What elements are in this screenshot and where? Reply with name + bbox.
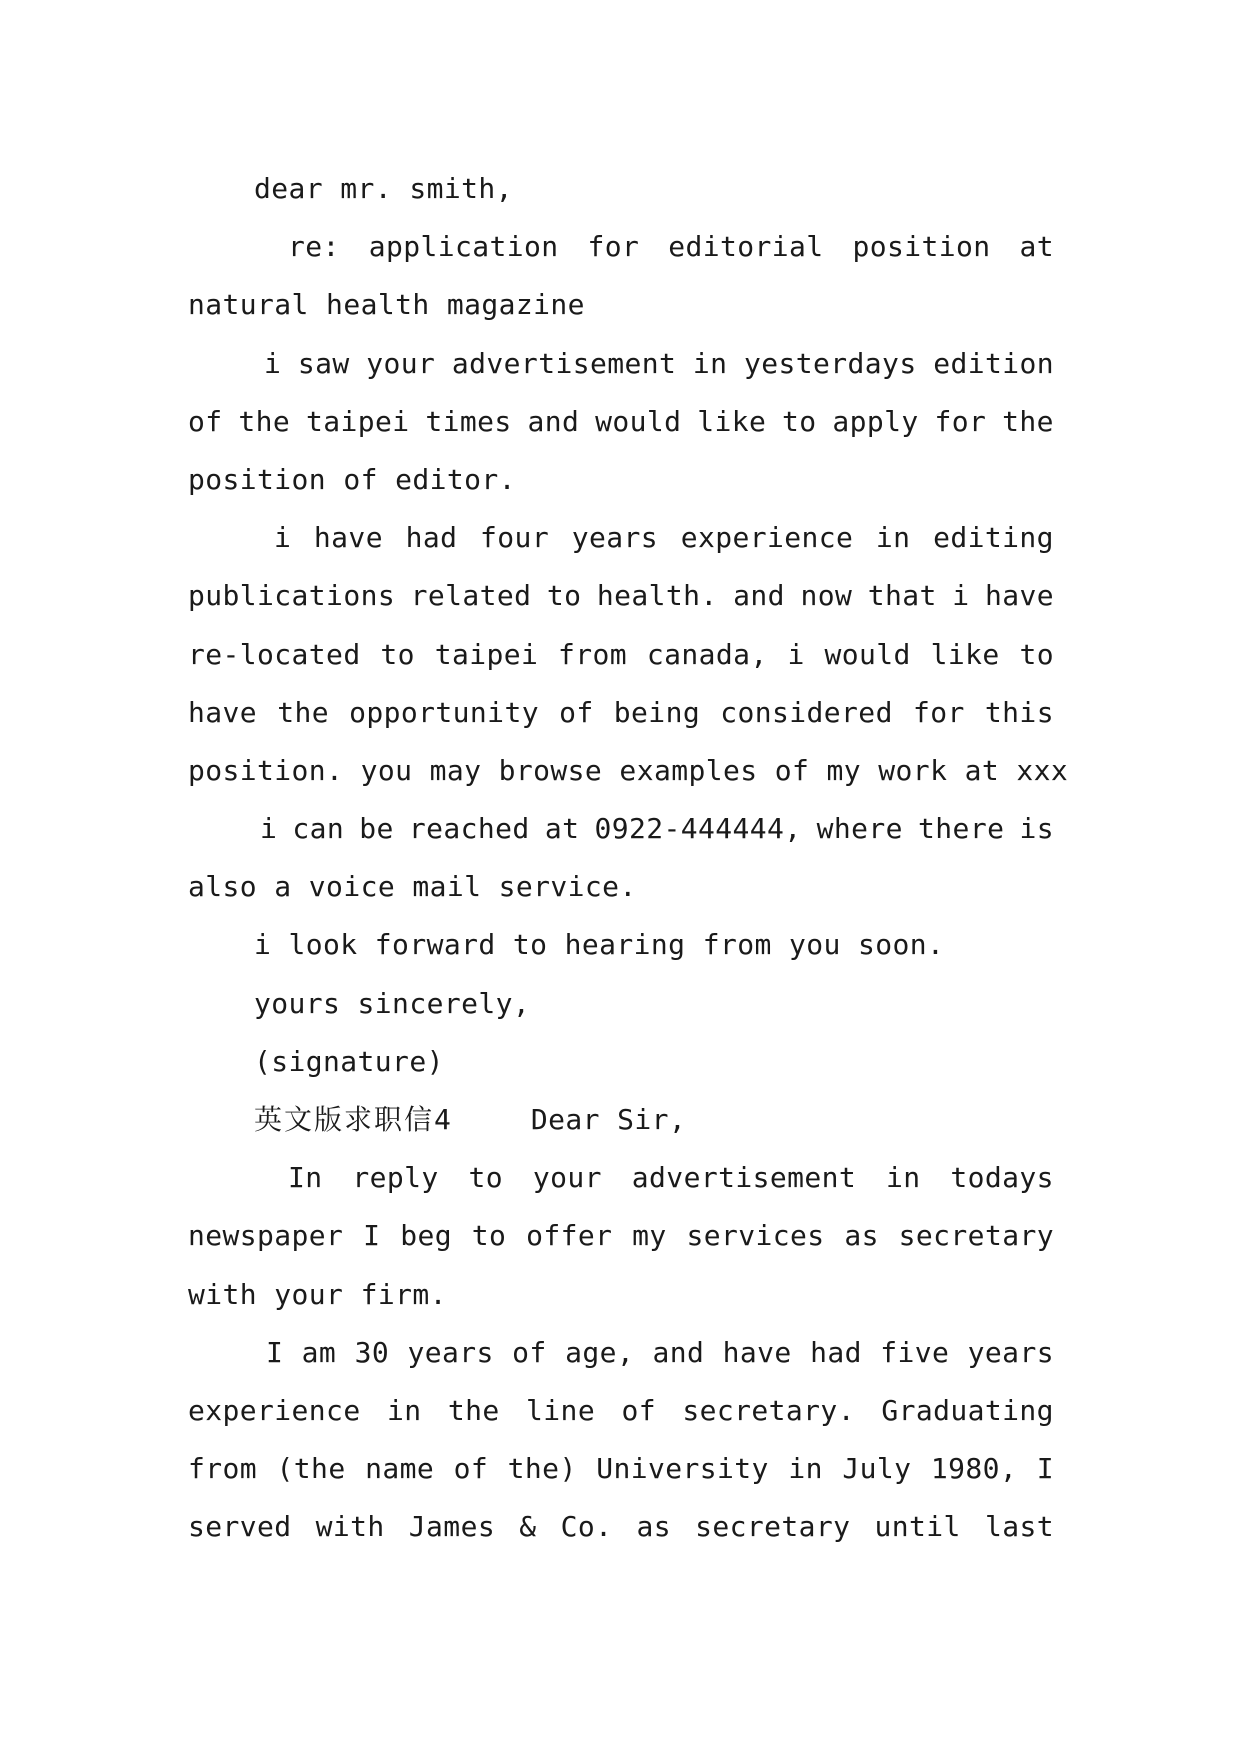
word: the): [507, 1452, 577, 1486]
re-line-continued: natural health magazine: [188, 288, 585, 322]
closing-line: i look forward to hearing from you soon.: [254, 928, 945, 962]
word: the: [1002, 404, 1054, 438]
word: of: [453, 1452, 489, 1486]
paragraph-line: with your firm.: [188, 1277, 447, 1311]
word: be: [359, 812, 394, 846]
section-heading: 英文版求职信4: [254, 1103, 453, 1136]
word: of: [512, 1335, 547, 1369]
word: services: [686, 1219, 825, 1253]
paragraph-line: [188, 1324, 1054, 1382]
word: in: [886, 1161, 921, 1195]
word: have: [313, 521, 383, 555]
word: apply: [832, 404, 919, 438]
word: that: [867, 579, 937, 613]
word: 30: [354, 1335, 390, 1369]
word: your: [532, 1161, 602, 1195]
paragraph-line: also a voice mail service.: [188, 870, 637, 904]
word: at: [1019, 230, 1054, 264]
word: at: [544, 812, 580, 846]
word: i: [264, 346, 282, 380]
word: and: [733, 579, 785, 613]
word: for: [587, 230, 640, 264]
word: opportunity: [349, 695, 539, 729]
word: the: [238, 404, 291, 438]
word: age,: [565, 1335, 635, 1369]
word: &: [519, 1510, 537, 1544]
word: years: [407, 1335, 494, 1369]
word: for: [912, 695, 965, 729]
word: advertisement: [631, 1161, 857, 1195]
word: re:: [288, 230, 340, 264]
paragraph-line: [188, 567, 1054, 625]
word: of: [621, 1393, 656, 1427]
word: editing: [933, 521, 1054, 555]
word: secretary: [695, 1510, 851, 1544]
word: for: [934, 404, 987, 438]
word: July: [842, 1452, 912, 1486]
word: in: [788, 1452, 823, 1486]
word: offer: [526, 1219, 613, 1253]
word: publications: [188, 579, 396, 613]
word: line: [526, 1393, 596, 1427]
word: from: [558, 637, 628, 671]
word: re-located: [188, 637, 361, 671]
word: there: [918, 812, 1005, 846]
word: i: [952, 579, 970, 613]
word: four: [480, 521, 550, 555]
paragraph-line: [188, 684, 1054, 742]
word: I: [1036, 1452, 1054, 1486]
word: canada,: [646, 637, 768, 671]
word: like: [930, 637, 1000, 671]
word: to: [380, 637, 415, 671]
signature: (signature): [254, 1044, 444, 1078]
word: of: [188, 404, 223, 438]
word: served: [188, 1510, 292, 1544]
word: last: [984, 1510, 1054, 1544]
word: the: [447, 1393, 500, 1427]
salutation: dear mr. smith,: [254, 172, 513, 205]
word: and: [527, 404, 580, 438]
paragraph-line: [188, 335, 1054, 393]
word: experience: [188, 1393, 361, 1427]
word: as: [844, 1219, 879, 1253]
word: saw: [297, 346, 350, 380]
word: now: [800, 579, 853, 613]
paragraph-line: position. you may browse examples of my work at xxx: [188, 753, 1069, 787]
word: position: [852, 230, 991, 264]
paragraph-line: [188, 1498, 1054, 1556]
word: I: [266, 1335, 284, 1369]
word: i: [787, 637, 805, 671]
word: your: [366, 346, 436, 380]
paragraph-line: [188, 1207, 1054, 1265]
word: name: [365, 1452, 435, 1486]
word: 1980,: [930, 1452, 1018, 1486]
word: five: [880, 1335, 950, 1369]
word: years: [571, 521, 659, 555]
word: of: [559, 695, 594, 729]
word: Co.: [560, 1510, 613, 1544]
word: i: [274, 521, 292, 555]
word: being: [613, 695, 701, 729]
word: my: [632, 1219, 667, 1253]
paragraph-line: [188, 1382, 1054, 1440]
word: taipei: [305, 404, 410, 438]
word: James: [408, 1510, 496, 1544]
word: 0922-444444,: [594, 812, 802, 846]
word: to: [546, 579, 582, 613]
word: to: [468, 1161, 504, 1195]
word: have: [984, 579, 1054, 613]
paragraph-line: [188, 509, 1054, 567]
word: from: [188, 1452, 258, 1486]
word: experience: [680, 521, 854, 555]
word: the: [277, 695, 329, 729]
document-page: [188, 160, 1069, 1557]
word: newspaper: [188, 1219, 344, 1253]
word: reply: [352, 1161, 439, 1195]
word: as: [636, 1510, 671, 1544]
word: secretary: [898, 1219, 1054, 1253]
paragraph-line: [188, 1440, 1054, 1498]
word: Graduating: [881, 1393, 1054, 1427]
paragraph-line: [188, 1149, 1054, 1207]
word: times: [425, 404, 512, 438]
word: in: [875, 521, 911, 555]
word: taipei: [434, 637, 539, 671]
word: would: [824, 637, 911, 671]
word: years: [967, 1335, 1054, 1369]
word: am: [301, 1335, 337, 1369]
sign-off: yours sincerely,: [254, 986, 531, 1020]
word: considered: [720, 695, 893, 729]
re-line: [188, 218, 1054, 276]
word: related: [410, 579, 532, 613]
word: have: [188, 695, 258, 729]
word: can: [292, 812, 345, 846]
word: In: [288, 1161, 323, 1195]
word: beg: [400, 1219, 452, 1253]
paragraph-line: position of editor.: [188, 462, 516, 496]
word: i: [260, 812, 278, 846]
word: had: [405, 521, 458, 555]
word: application: [368, 230, 559, 264]
word: (the: [276, 1452, 346, 1486]
word: would: [595, 404, 682, 438]
word: secretary.: [682, 1393, 855, 1427]
word: is: [1019, 812, 1054, 846]
paragraph-line: [188, 393, 1054, 451]
word: yesterdays: [744, 346, 917, 380]
word: todays: [950, 1161, 1054, 1195]
word: have: [722, 1335, 792, 1369]
word: I: [363, 1219, 381, 1253]
word: in: [386, 1393, 422, 1427]
word: where: [816, 812, 903, 846]
paragraph-line: [188, 626, 1054, 684]
word: to: [1019, 637, 1054, 671]
word: had: [810, 1335, 862, 1369]
word: and: [652, 1335, 705, 1369]
word: editorial: [668, 230, 824, 264]
word: health.: [596, 579, 718, 613]
word: University: [596, 1452, 769, 1486]
word: like: [697, 404, 767, 438]
word: with: [315, 1510, 385, 1544]
word: to: [782, 404, 817, 438]
paragraph-line: [188, 800, 1054, 858]
word: this: [984, 695, 1054, 729]
section-heading-row: [188, 1091, 1054, 1149]
salutation-2: Dear Sir,: [530, 1103, 687, 1136]
word: until: [874, 1510, 961, 1544]
word: in: [692, 346, 728, 380]
word: to: [471, 1219, 507, 1253]
word: edition: [933, 346, 1054, 380]
word: advertisement: [451, 346, 677, 380]
word: reached: [408, 812, 530, 846]
